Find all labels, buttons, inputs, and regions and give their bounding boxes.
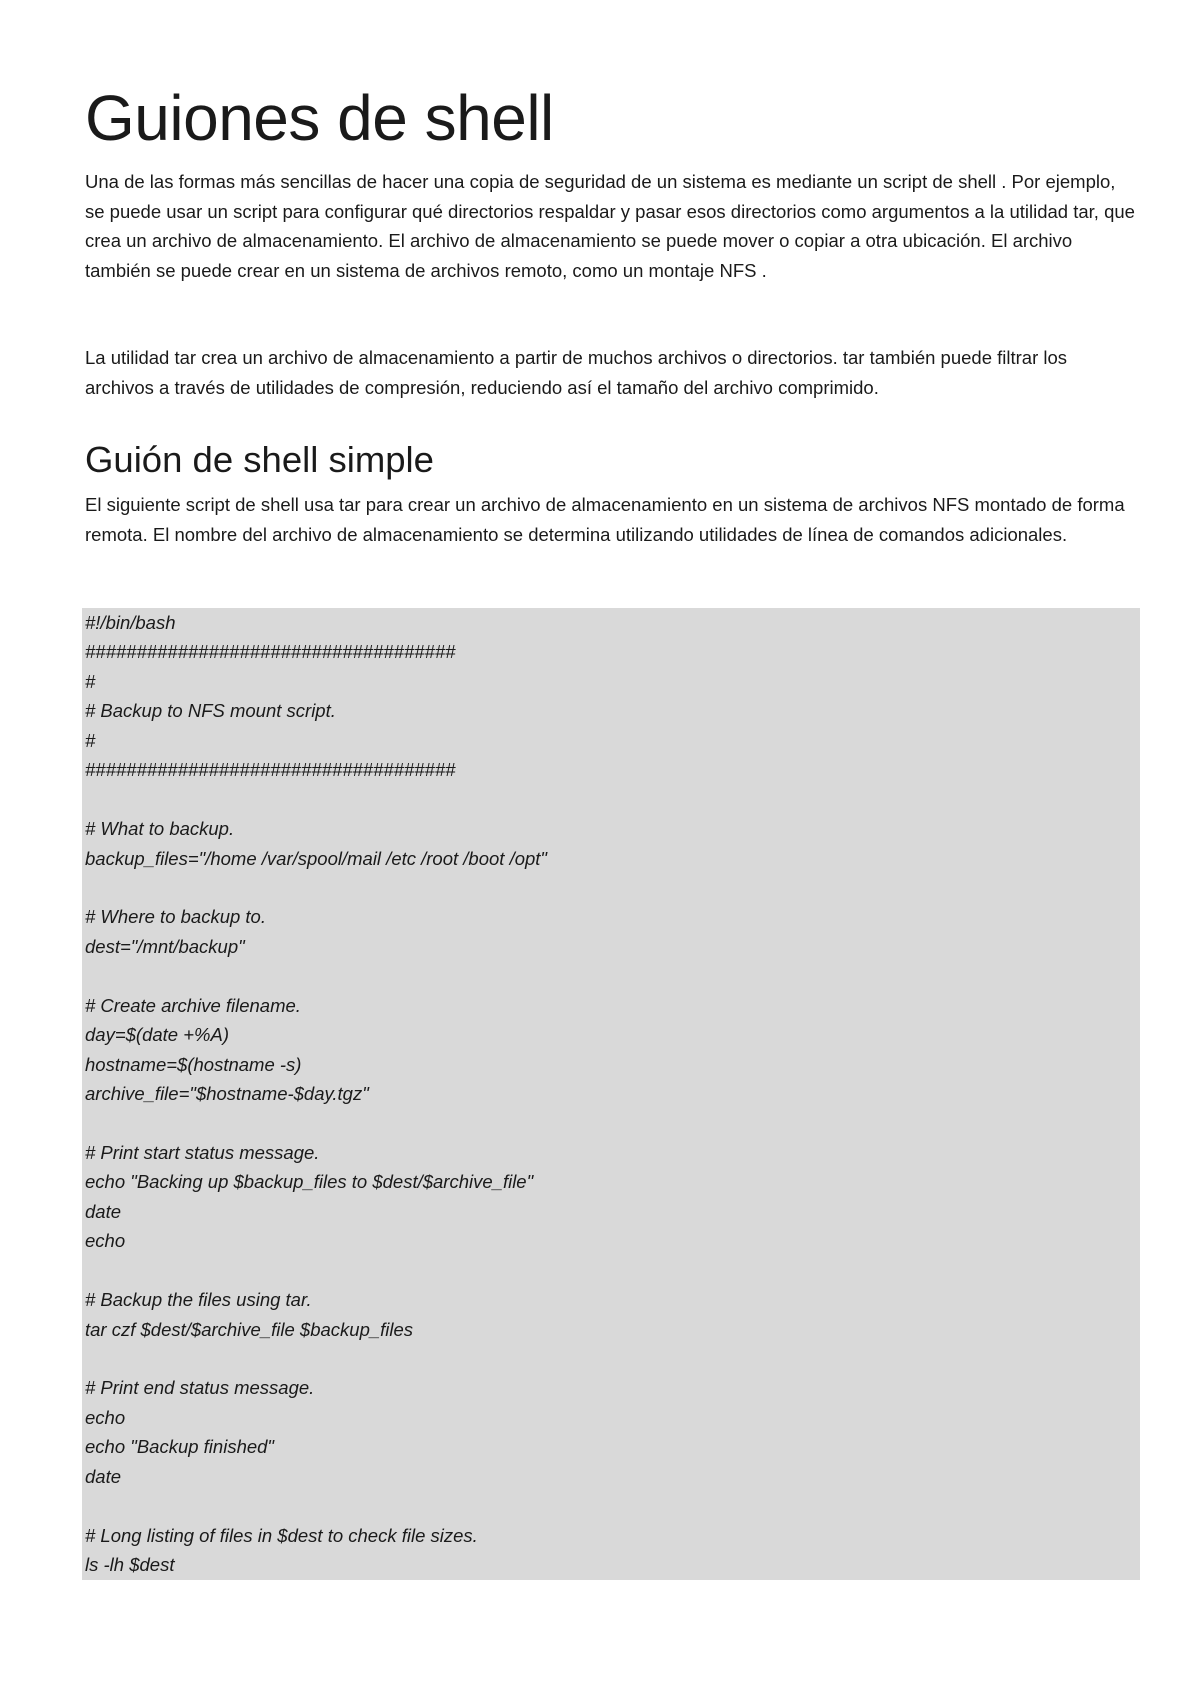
intro-paragraph-1: Una de las formas más sencillas de hacer una copia de seguridad de un sistema es mediante un script de shell . Por ejemplo, se puede usar un script para configurar qué directorios respaldar y pasar esos directorios como argumentos a la utilidad tar, que crea un archivo de almacenamiento. El archivo de almacenamiento se puede mover o copiar a otra ubicación. El archivo también se puede crear en un sistema de archivos remoto, como un montaje NFS .	[85, 171, 1135, 281]
code-line: ####################################	[85, 759, 456, 781]
code-line	[85, 1108, 1137, 1137]
code-line: echo "Backing up $backup_files to $dest/$archive_file"	[85, 1171, 534, 1193]
code-line	[85, 1256, 1137, 1285]
code-line: ####################################	[85, 641, 456, 663]
code-line: #!/bin/bash	[85, 612, 176, 633]
code-line: backup_files="/home /var/spool/mail /etc /root /boot /opt"	[85, 847, 548, 869]
code-line: # Where to backup to.	[85, 906, 266, 928]
code-line: # Backup to NFS mount script.	[85, 700, 336, 722]
code-line: # What to backup.	[85, 818, 235, 840]
code-line	[85, 1344, 1137, 1373]
code-line: echo	[85, 1230, 126, 1252]
code-line	[85, 873, 1137, 902]
section-title: Guión de shell simple	[85, 439, 434, 480]
code-line	[85, 1491, 1137, 1520]
code-line: # Print start status message.	[85, 1141, 320, 1163]
page-title: Guiones de shell	[85, 82, 554, 154]
code-line: date	[85, 1200, 122, 1222]
code-line: # Print end status message.	[85, 1377, 315, 1399]
code-line: day=$(date +%A)	[85, 1024, 229, 1046]
code-line: date	[85, 1465, 122, 1487]
code-line: tar czf $dest/$archive_file $backup_files	[85, 1318, 414, 1340]
code-line: #	[85, 670, 96, 692]
code-line: # Backup the files using tar.	[85, 1289, 312, 1311]
code-block	[82, 608, 1140, 1580]
code-line: # Long listing of files in $dest to check file sizes.	[85, 1524, 478, 1546]
code-line: echo "Backup finished"	[85, 1436, 275, 1458]
code-line: #	[85, 729, 96, 751]
code-line: # Create archive filename.	[85, 994, 301, 1016]
code-line: hostname=$(hostname -s)	[85, 1053, 302, 1075]
code-line: ls -lh $dest	[85, 1554, 175, 1575]
code-line: archive_file="$hostname-$day.tgz"	[85, 1083, 369, 1104]
section-paragraph: El siguiente script de shell usa tar para crear un archivo de almacenamiento en un sistema de archivos NFS montado de forma remota. El nombre del archivo de almacenamiento se determina utilizando utilidades de línea de comandos adicionales.	[85, 494, 1125, 545]
intro-paragraph-2: La utilidad tar crea un archivo de almacenamiento a partir de muchos archivos o directorios. tar también puede filtrar los archivos a través de utilidades de compresión, reduciendo así el tamaño del archivo comprimido.	[85, 347, 1068, 398]
code-line: echo	[85, 1406, 126, 1428]
code-line	[85, 961, 1137, 990]
code-line	[85, 785, 1137, 814]
code-line: dest="/mnt/backup"	[85, 935, 245, 957]
